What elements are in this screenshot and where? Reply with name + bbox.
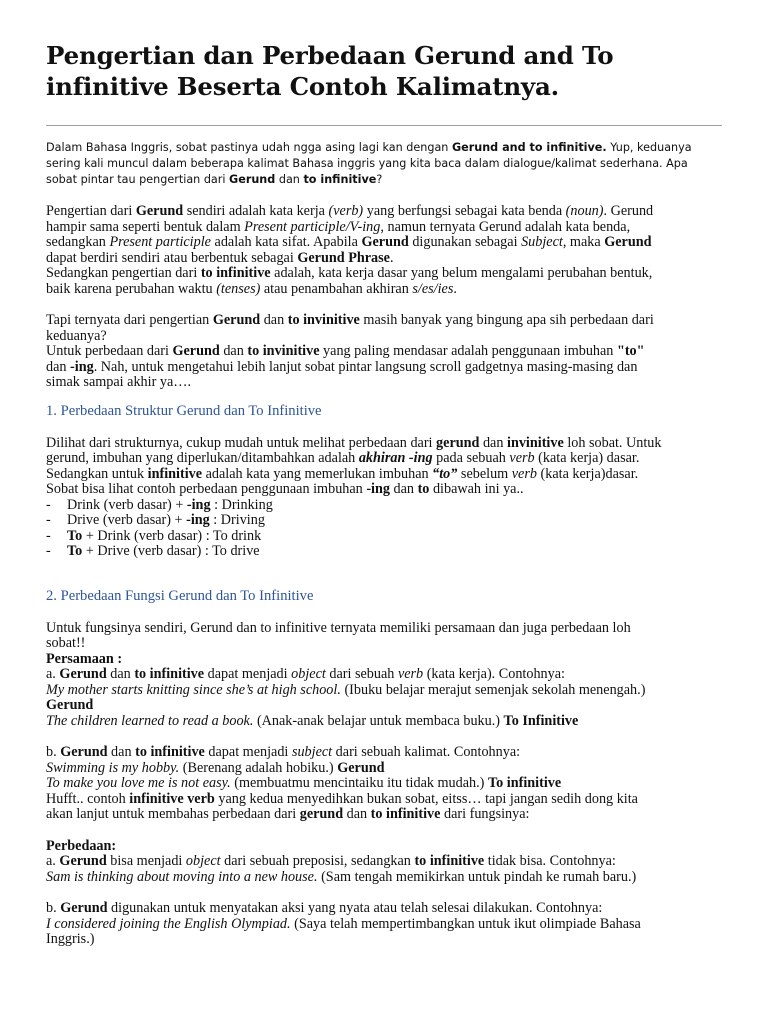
title-line-1: Pengertian dan Perbedaan Gerund and To [46,41,614,70]
list-item: - Drink (verb dasar) + -ing : Drinking [46,496,273,513]
difference-intro-paragraph: Tapi ternyata dari pengertian Gerund dan to invinitive masih banyak yang bingung apa sih perbedaan dari keduanya? Untuk perbedaan dari Gerund dan to invinitive yang paling mendasar adalah penggunaan imbuhan "to" dan -ing. Nah, untuk mengetahui lebih lanjut sobat pintar langsung scroll gadgetnya masing-masing dan simak sampai akhir ya…. [46,312,654,390]
intro-paragraph: Dalam Bahasa Inggris, sobat pastinya udah ngga asing lagi kan dengan Gerund and to infinitive. Yup, keduanya sering kali muncul dalam beberapa kalimat Bahasa inggris yang kita baca dalam dialogue/kalimat sederhana. Apa sobat pintar tau pengertian dari Gerund dan to infinitive? [46,141,692,186]
list-item: - To + Drive (verb dasar) : To drive [46,543,260,559]
list-item: - Drive (verb dasar) + -ing : Driving [46,512,265,528]
difference-paragraph: Perbedaan: a. Gerund bisa menjadi object dari sebuah preposisi, sedangkan to infinitive tidak bisa. Contohnya: Sam is thinking about moving into a new house. (Sam tengah memikirkan untuk pindah ke rumah baru.) [46,837,637,885]
definition-paragraph: Pengertian dari Gerund sendiri adalah kata kerja (verb) yang berfungsi sebagai kata benda (noun). Gerund hampir sama seperti bentuk dalam Present participle/V-ing, namun ternyata Gerund adalah kata benda, sedangkan Present participle adalah kata sifat. Apabila Gerund digunakan sebagai Subject, maka Gerund dapat berdiri sendiri atau berbentuk sebagai Gerund Phrase. Sedangkan pengertian dari to infinitive adalah, kata kerja dasar yang belum mengalami perubahan bentuk, baik karena perubahan waktu (tenses) atau penambahan akhiran s/es/ies. [46,203,654,297]
section-heading-function: 2. Perbedaan Fungsi Gerund dan To Infinitive [46,587,314,604]
page-title [46,40,722,102]
title-divider [46,125,722,126]
section-heading-structure: 1. Perbedaan Struktur Gerund dan To Infinitive [46,402,322,419]
document-page [46,40,722,948]
list-item: - To + Drink (verb dasar) : To drink [46,527,262,544]
title-line-2: infinitive Beserta Contoh Kalimatnya. [46,72,559,101]
function-paragraph: Untuk fungsinya sendiri, Gerund dan to infinitive ternyata memiliki persamaan dan juga perbedaan loh sobat!! Persamaan : a. Gerund dan to infinitive dapat menjadi object dari sebuah verb (kata kerja). Contohnya: My mother starts knitting since she’s at high school. (Ibuku belajar merajut semenjak sekolah menengah.) Gerund The children learned to read a book. (Anak-anak belajar untuk membaca buku.) To Infinitive [46,619,646,729]
function-subject-paragraph: b. Gerund dan to infinitive dapat menjadi subject dari sebuah kalimat. Contohnya: Swimming is my hobby. (Berenang adalah hobiku.) Gerund To make you love me is not easy. (membuatmu mencintaiku itu tidak mudah.) To infinitive Hufft.. contoh infinitive verb yang kedua menyedihkan bukan sobat, eitss… tapi jangan sedih dong kita akan lanjut untuk membahas perbedaan dari gerund dan to infinitive dari fungsinya: [46,744,638,822]
structure-paragraph: Dilihat dari strukturnya, cukup mudah untuk melihat perbedaan dari gerund dan invinitive loh sobat. Untuk gerund, imbuhan yang diperlukan/ditambahkan adalah akhiran -ing pada sebuah verb (kata kerja) dasar. Sedangkan untuk infinitive adalah kata yang memerlukan imbuhan “to” sebelum verb (kata kerja)dasar. Sobat bisa lihat contoh perbedaan penggunaan imbuhan -ing dan to dibawah ini ya.. - Drink (verb dasar) + -ing : Drinking - Drive (verb dasar) + -ing : Driving - To + Drink (verb dasar) : To drink - To + Drive (verb dasar) : To drive [46,436,722,560]
difference-action-paragraph: b. Gerund digunakan untuk menyatakan aksi yang nyata atau telah selesai dilakukan. Contohnya: I considered joining the English Olympiad. (Saya telah mempertimbangkan untuk ikut olimpiade Bahasa Inggris.) [46,900,641,947]
